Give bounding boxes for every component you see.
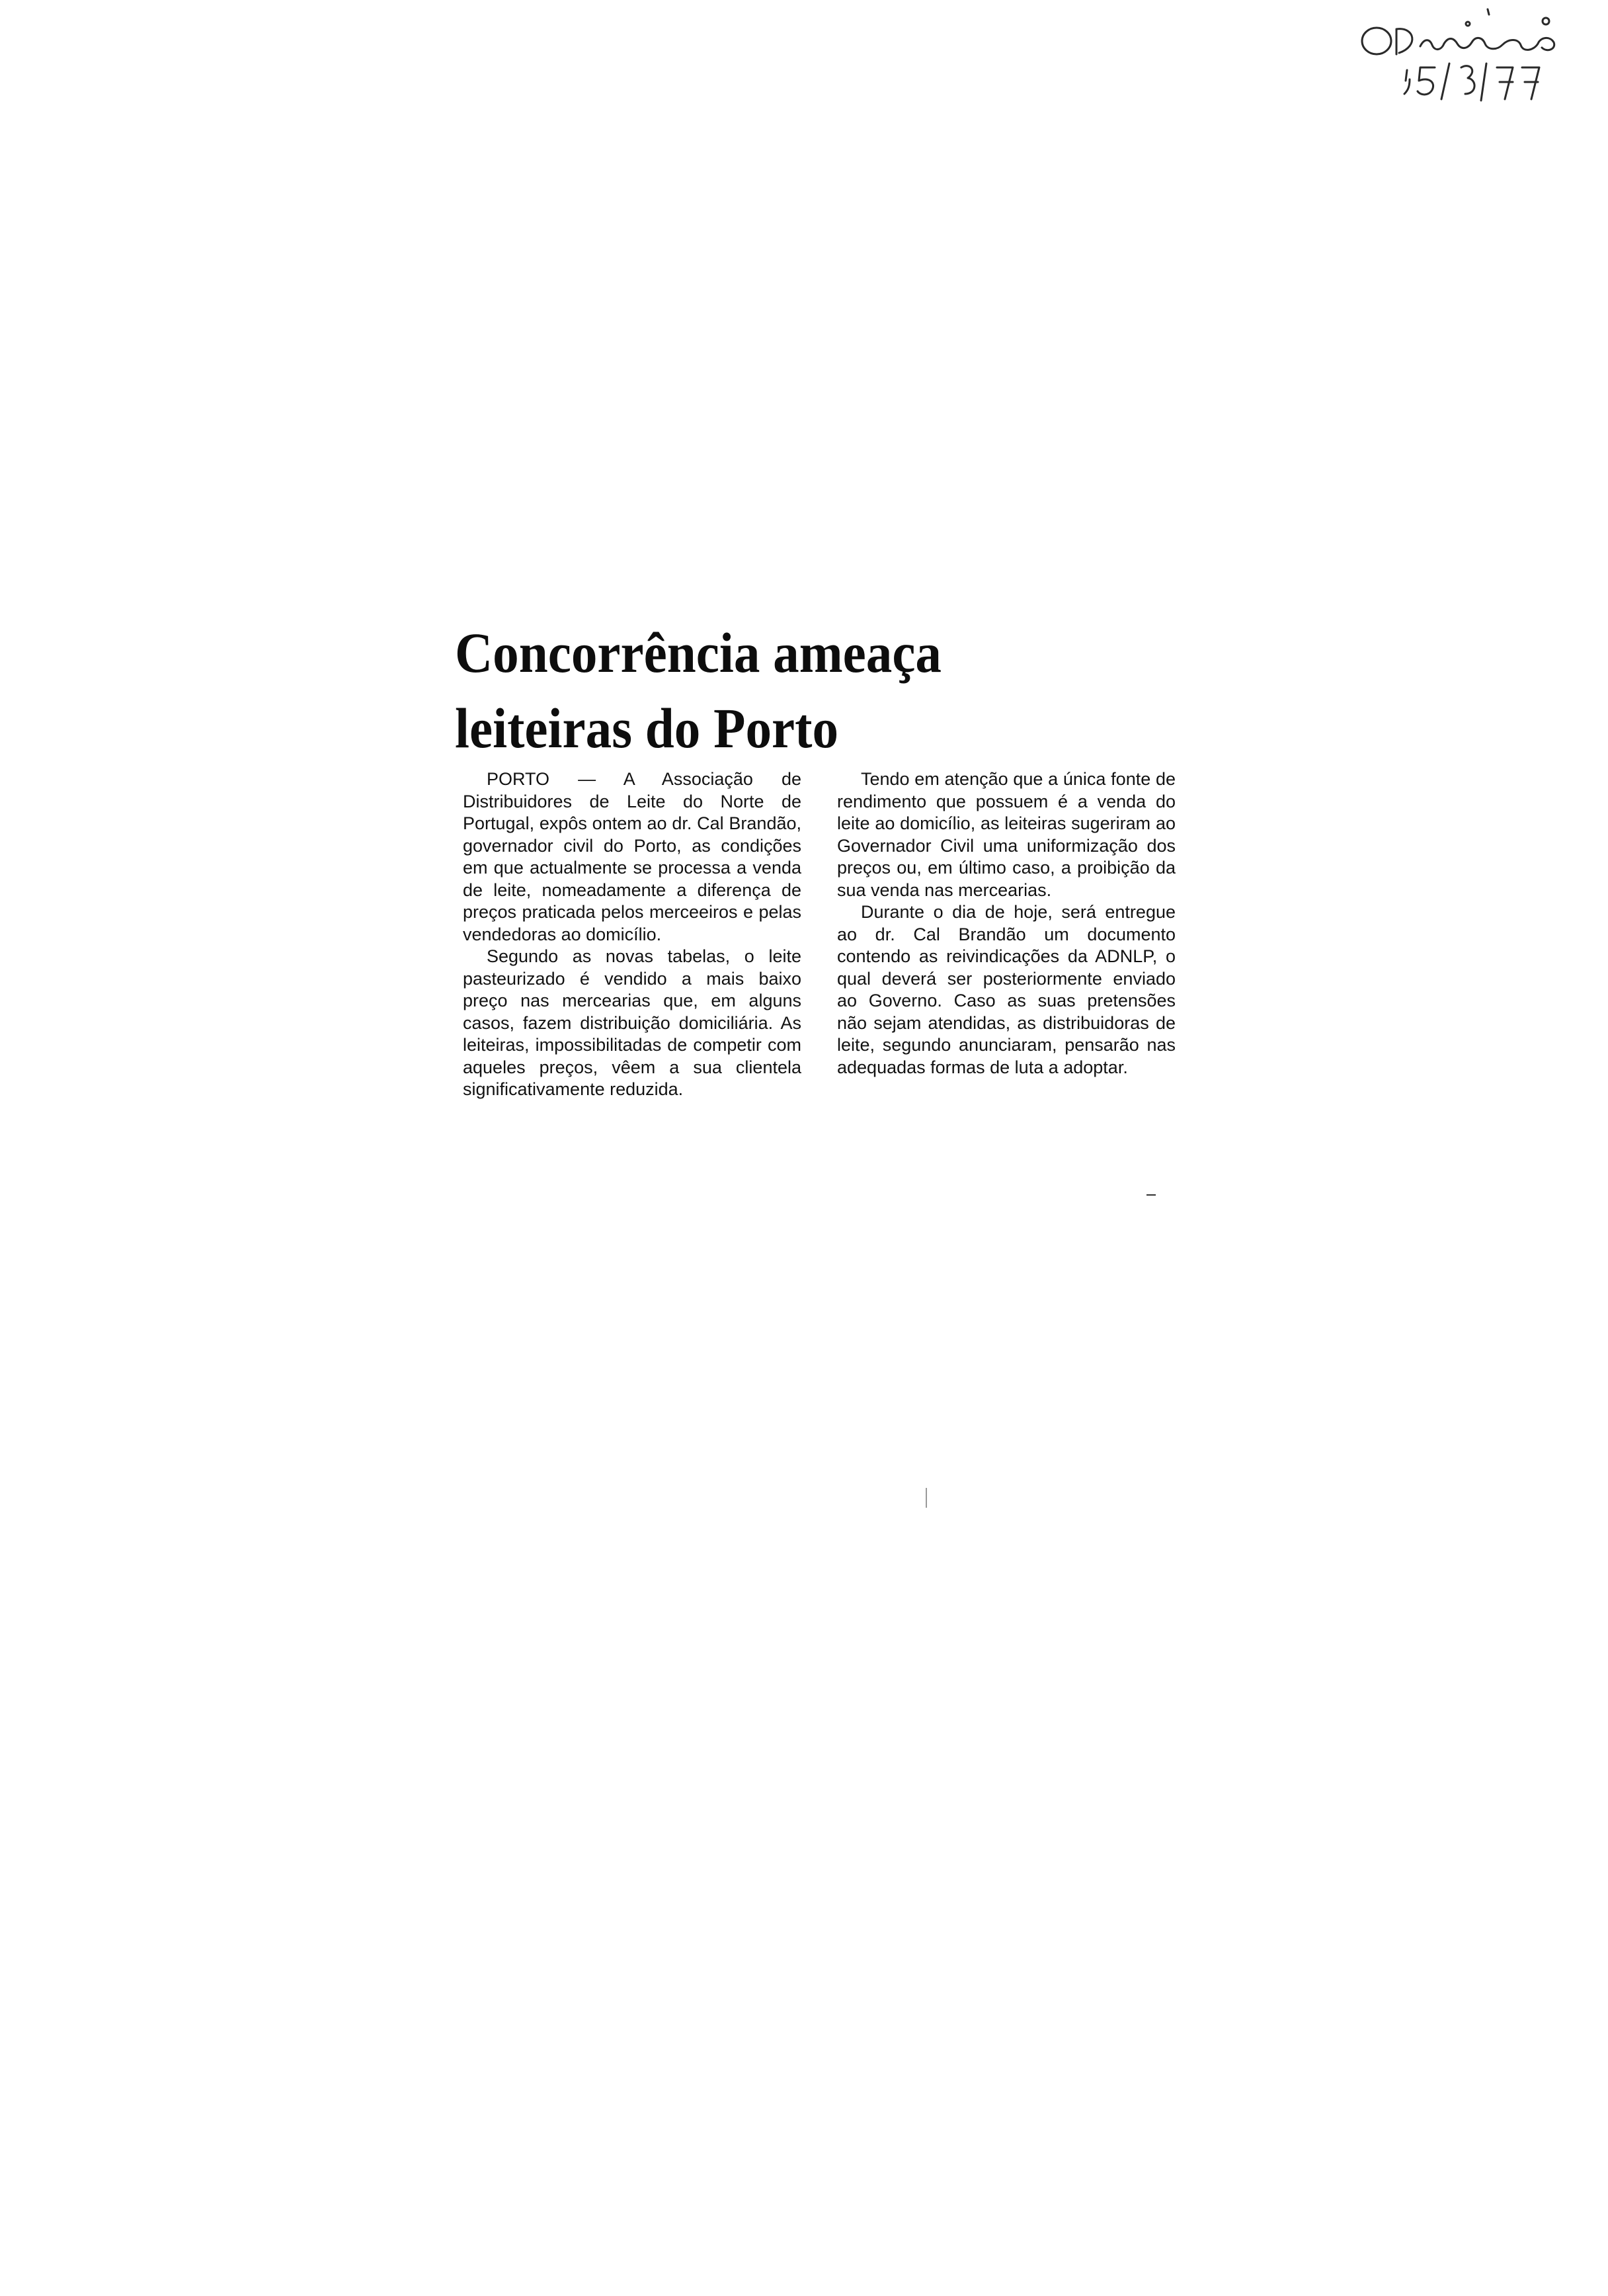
handwritten-annotation xyxy=(1336,7,1600,106)
newspaper-clipping xyxy=(455,615,1189,1099)
scan-speck xyxy=(926,1488,927,1508)
paragraph: PORTO — A Associação de Distribuidores de Leite do Norte de Portugal, expôs ontem ao dr. Cal Brandão, governador civil do Porto, as condições em que actualmente se processa a venda de leite, nomeadamente a diferença de preços praticada pelos merceeiros e pelas vendedoras ao domicílio. xyxy=(463,769,801,944)
paragraph: Segundo as novas tabelas, o leite pasteurizado é vendido a mais baixo preço nas mercearias que, em alguns casos, fazem distribuição domiciliária. As leiteiras, impossibilitadas de competir com aqueles preços, vêem a sua clientela significativamente reduzida. xyxy=(463,946,801,1099)
paragraph: Tendo em atenção que a única fonte de rendimento que possuem é a venda do leite ao domicílio, as leiteiras sugeriram ao Governador Civil uma uniformização dos preços ou, em último caso, a proibição da sua venda nas mercearias. xyxy=(837,769,1176,900)
headline-line-2: leiteiras do Porto xyxy=(455,696,839,760)
article-column-left xyxy=(463,768,801,1101)
article-end-mark xyxy=(1146,1194,1156,1196)
article-headline xyxy=(455,615,1130,766)
article-column-right xyxy=(837,768,1176,1079)
handwritten-signature-drawing xyxy=(1336,7,1600,106)
paragraph: Durante o dia de hoje, será entregue ao dr. Cal Brandão um documento contendo as reivindicações da ADNLP, o qual deverá ser posteriormente enviado ao Governo. Caso as suas pretensões não sejam atendidas, as distribuidoras de leite, segundo anunciaram, pensarão nas adequadas formas de luta a adoptar. xyxy=(837,902,1176,1077)
headline-line-1: Concorrência ameaça xyxy=(455,621,942,684)
